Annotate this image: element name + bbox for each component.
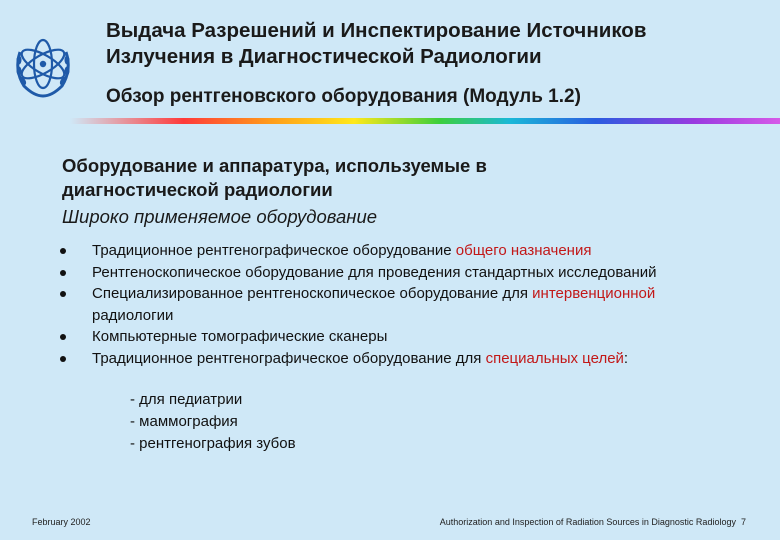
list-item: Традиционное рентгенографическое оборудование для специальных целей: [55,348,657,370]
slide-subtitle: Обзор рентгеновского оборудования (Модуль 1.2) [106,86,581,107]
equipment-list [55,240,657,369]
sub-item: - для педиатрии [130,391,243,408]
rainbow-divider [70,118,780,124]
sub-list [130,389,296,455]
highlight-text: интервенционной [532,285,656,302]
section-heading [62,154,487,202]
footer-date: February 2002 [32,517,91,527]
highlight-text: общего назначения [455,242,592,259]
list-item: Традиционное рентгенографическое оборудование общего назначения [55,240,657,262]
atom-laurel-emblem-icon [10,30,76,100]
footer-caption: Authorization and Inspection of Radiation Sources in Diagnostic Radiology 7 [439,517,746,527]
section-heading-line-1: Оборудование и аппаратура, используемые в [62,155,487,176]
sub-item: - рентгенография зубов [130,435,296,452]
slide-title [106,18,646,70]
section-heading-line-2: диагностической радиологии [62,179,333,200]
sub-item: - маммография [130,413,238,430]
highlight-text: специальных целей [485,349,624,367]
section-subheading: Широко применяемое оборудование [62,206,378,227]
title-line-2: Излучения в Диагностической Радиологии [106,45,542,68]
list-item: Компьютерные томографические сканеры [55,326,657,348]
list-item: Специализированное рентгеноскопическое оборудование для интервенционной радиологии [55,283,657,326]
title-line-1: Выдача Разрешений и Инспектирование Источников [106,19,647,42]
page-number: 7 [740,517,746,527]
list-item: Рентгеноскопическое оборудование для проведения стандартных исследований [55,262,657,284]
